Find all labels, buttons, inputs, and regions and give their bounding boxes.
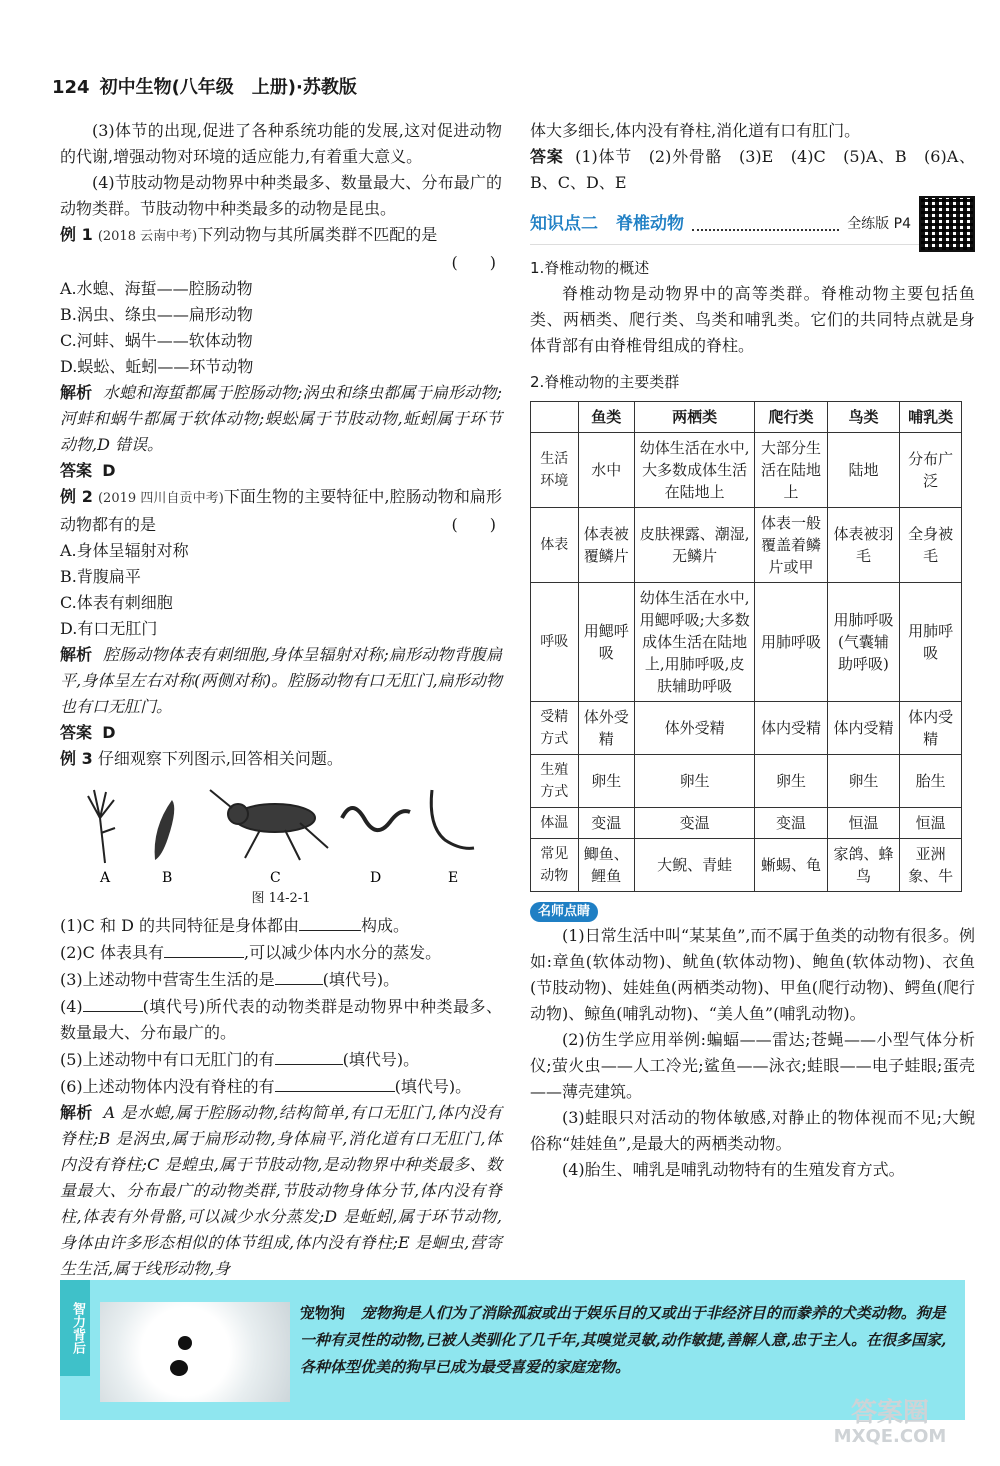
answer-blank[interactable] <box>275 1073 395 1092</box>
answer-label: 答案 <box>60 723 93 742</box>
question-text: (5)上述动物中有口无肛门的有 <box>60 1050 275 1069</box>
earthworm-drawing <box>342 808 410 830</box>
table-cell: 幼体生活在水中,用鳃呼吸;大多数成体生活在陆地上,用肺呼吸,皮肤辅助呼吸 <box>635 583 755 702</box>
example-2-analysis <box>60 642 502 720</box>
answer-blank[interactable] <box>275 966 323 985</box>
question-5 <box>60 1046 502 1073</box>
table-cell: 体表被覆鳞片 <box>578 508 634 583</box>
table-cell: 用肺呼吸 <box>900 583 962 702</box>
analysis-label: 解析 <box>60 645 93 664</box>
example-2-paren: ( ) <box>451 515 496 534</box>
analysis-text: A 是水螅,属于腔肠动物,结构简单,有口无肛门,体内没有脊柱;B 是涡虫,属于扁形动物,身体扁平,消化道有口无肛门,体内没有脊柱;C 是蝗虫,属于节肢动物,是动物界中种类最多、数量最大、分布最广的动物类群,节肢动物身体分节,体内没有脊柱,体表有外骨骼,可以减少水分蒸发;D 是蚯蚓,属于环节动物,身体由许多形态相似的体节组成,体内没有脊柱;E 是蛔虫,营寄生生活,属于线形动物,身 <box>60 1103 502 1278</box>
animal-drawings <box>60 778 502 886</box>
table-cell: 用肺呼吸(气囊辅助呼吸) <box>827 583 899 702</box>
example-3-stem <box>60 746 502 772</box>
table-cell: 体内受精 <box>900 702 962 755</box>
question-text: (4) <box>60 997 83 1016</box>
option: C.体表有刺细胞 <box>60 593 173 612</box>
qr-code-icon[interactable] <box>919 196 975 252</box>
pet-dog-title: 宠物狗 <box>300 1304 346 1322</box>
table-cell: 分布广泛 <box>900 433 962 508</box>
question-6 <box>60 1073 502 1100</box>
table-cell: 鲫鱼、鲤鱼 <box>578 839 634 892</box>
question-text: (填代号)。 <box>394 1077 472 1096</box>
analysis-label: 解析 <box>60 1103 93 1122</box>
example-1-stem <box>60 222 502 250</box>
section-1-heading: 1.脊椎动物的概述 <box>530 259 650 277</box>
pet-dog-description: 宠物狗是人们为了消除孤寂或出于娱乐目的又或出于非经济目的而豢养的犬类动物。狗是一种有灵性的动物,已被人类驯化了几千年,其嗅觉灵敏,动作敏捷,善解人意,忠于主人。在很多国家,各种体型优美的狗早已成为最受喜爱的家庭宠物。 <box>300 1304 947 1376</box>
column-header: 哺乳类 <box>900 402 962 433</box>
dog-nose <box>170 1360 188 1376</box>
table-cell: 用肺呼吸 <box>755 583 827 702</box>
answer-blank[interactable] <box>275 1046 343 1065</box>
row-header: 体表 <box>531 508 579 583</box>
question-3 <box>60 966 502 993</box>
knowledge-point-name: 脊椎动物 <box>616 214 684 234</box>
flatworm-drawing <box>155 800 175 860</box>
leader-dots <box>692 217 839 231</box>
dog-photo <box>100 1302 290 1402</box>
table-cell: 蜥蜴、龟 <box>755 839 827 892</box>
section-1-text: 脊椎动物是动物界中的高等类群。脊椎动物主要包括鱼类、两栖类、爬行类、鸟类和哺乳类。它们的共同特点就是身体背部有由脊椎骨组成的脊柱。 <box>530 284 975 355</box>
table-cell: 大部分生活在陆地上 <box>755 433 827 508</box>
exercise-reference: 全练版 P4 <box>847 216 911 232</box>
option: B.背腹扁平 <box>60 567 141 586</box>
table-cell: 体内受精 <box>755 702 827 755</box>
table-cell: 体外受精 <box>578 702 634 755</box>
teacher-tip-badge: 名师点睛 <box>530 902 598 922</box>
question-text: ,可以减少体内水分的蒸发。 <box>244 943 442 962</box>
example-3-label: 例 3 <box>60 749 93 768</box>
row-header: 生活环境 <box>531 433 579 508</box>
table-cell: 恒温 <box>900 808 962 839</box>
watermark <box>790 1400 990 1460</box>
figure-label: B <box>162 870 173 886</box>
table-row <box>531 583 962 702</box>
figure-label: A <box>100 870 111 886</box>
question-text: (1)C 和 D 的共同特征是身体都由 <box>60 916 299 935</box>
table-cell: 恒温 <box>827 808 899 839</box>
table-row <box>531 839 962 892</box>
table-cell: 水中 <box>578 433 634 508</box>
table-cell: 体表一般覆盖着鳞片或甲 <box>755 508 827 583</box>
column-header: 鱼类 <box>578 402 634 433</box>
example-2-answer <box>60 720 502 746</box>
option: C.河蚌、蜗牛——软体动物 <box>60 331 253 350</box>
table-cell: 体内受精 <box>827 702 899 755</box>
knowledge-point-number: 知识点二 <box>530 214 598 234</box>
table-row <box>531 508 962 583</box>
table-cell: 全身被毛 <box>900 508 962 583</box>
question-4 <box>60 993 502 1046</box>
table-row <box>531 808 962 839</box>
table-cell: 体外受精 <box>635 702 755 755</box>
example-2-label: 例 2 <box>60 487 93 506</box>
page-header <box>52 70 472 106</box>
table-cell: 变温 <box>755 808 827 839</box>
question-text: (填代号)所代表的动物类群是动物界中种类最多、数量最大、分布最广的。 <box>60 997 502 1042</box>
option: D.有口无肛门 <box>60 619 158 638</box>
analysis-continued: 体大多细长,体内没有脊柱,消化道有口有肛门。 <box>530 121 861 140</box>
table-cell: 胎生 <box>900 755 962 808</box>
column-header: 爬行类 <box>755 402 827 433</box>
animal-figure <box>60 778 502 886</box>
tip-4: (4)胎生、哺乳是哺乳动物特有的生殖发育方式。 <box>562 1160 905 1179</box>
hydra-drawing <box>88 790 115 863</box>
answer-blank[interactable] <box>164 939 244 958</box>
page-number: 124 <box>52 77 90 98</box>
answer-value: D <box>102 723 116 742</box>
left-column <box>60 118 502 1282</box>
option: A.身体呈辐射对称 <box>60 541 189 560</box>
knowledge-point-header <box>530 204 975 245</box>
table-cell: 用鳃呼吸 <box>578 583 634 702</box>
example-1-source: (2018 云南中考) <box>97 229 198 244</box>
table-cell: 变温 <box>635 808 755 839</box>
table-cell: 卵生 <box>578 755 634 808</box>
table-cell: 幼体生活在水中,大多数成体生活在陆地上 <box>635 433 755 508</box>
question-text: (6)上述动物体内没有脊柱的有 <box>60 1077 275 1096</box>
column-header <box>531 402 579 433</box>
figure-label: D <box>370 870 382 886</box>
answer-label: 答案 <box>60 461 93 480</box>
table-cell: 体表被羽毛 <box>827 508 899 583</box>
example-1-paren: ( ) <box>451 253 496 272</box>
example-2-source: (2019 四川自贡中考) <box>97 491 224 506</box>
grasshopper-drawing <box>210 790 328 860</box>
answer-blank[interactable] <box>299 912 361 931</box>
tip-1: (1)日常生活中叫“某某鱼”,而不属于鱼类的动物有很多。例如:章鱼(软体动物)、鱿鱼(软体动物)、鲍鱼(软体动物)、衣鱼(节肢动物)、娃娃鱼(两栖类动物)、甲鱼(爬行动物)、鳄鱼(爬行动物)、鲸鱼(哺乳动物)、“美人鱼”(哺乳动物)。 <box>530 926 975 1023</box>
table-row <box>531 702 962 755</box>
row-header: 生殖方式 <box>531 755 579 808</box>
row-header: 受精方式 <box>531 702 579 755</box>
table-cell: 卵生 <box>635 755 755 808</box>
example-3-answer <box>530 144 975 196</box>
figure-caption: 图 14-2-1 <box>251 891 311 906</box>
table-cell: 变温 <box>578 808 634 839</box>
example-1-label: 例 1 <box>60 225 93 244</box>
example-3-question: 仔细观察下列图示,回答相关问题。 <box>97 749 343 768</box>
example-1-question: 下列动物与其所属类群不匹配的是 <box>197 225 438 244</box>
example-1-analysis <box>60 380 502 458</box>
column-header: 两栖类 <box>635 402 755 433</box>
figure-label: E <box>448 870 459 886</box>
table-cell: 皮肤裸露、潮湿,无鳞片 <box>635 508 755 583</box>
row-header: 体温 <box>531 808 579 839</box>
question-text: (填代号)。 <box>342 1050 420 1069</box>
extension-tab: 智力背后 <box>60 1280 90 1376</box>
tip-3: (3)蛙眼只对活动的物体敏感,对静止的物体视而不见;大鲵俗称“娃娃鱼”,是最大的两栖类动物。 <box>530 1108 975 1153</box>
table-cell: 家鸽、蜂鸟 <box>827 839 899 892</box>
tip-2: (2)仿生学应用举例:蝙蝠——雷达;苍蝇——小型气体分析仪;萤火虫——人工冷光;鲨鱼——泳衣;蛙眼——电子蛙眼;蛋壳——薄壳建筑。 <box>530 1030 975 1101</box>
table-cell: 大鲵、青蛙 <box>635 839 755 892</box>
answer-blank[interactable] <box>83 993 143 1012</box>
table-cell: 亚洲象、牛 <box>900 839 962 892</box>
option: D.蜈蚣、蚯蚓——环节动物 <box>60 357 254 376</box>
option: A.水螅、海蜇——腔肠动物 <box>60 279 253 298</box>
section-2-heading: 2.脊椎动物的主要类群 <box>530 373 680 391</box>
table-row <box>531 433 962 508</box>
analysis-text: 水螅和海蜇都属于腔肠动物;涡虫和绦虫都属于扁形动物;河蚌和蜗牛都属于软体动物;蜈蚣属于节肢动物,蚯蚓属于环节动物,D 错误。 <box>60 383 502 454</box>
column-header: 鸟类 <box>827 402 899 433</box>
table-cell: 卵生 <box>827 755 899 808</box>
dog-eye <box>178 1336 192 1350</box>
row-header: 呼吸 <box>531 583 579 702</box>
paragraph-4: (4)节肢动物是动物界中种类最多、数量最大、分布最广的动物类群。节肢动物中种类最多的动物是昆虫。 <box>60 173 502 218</box>
question-text: 构成。 <box>361 916 410 935</box>
answer-value: (1)体节 (2)外骨骼 (3)E (4)C (5)A、B (6)A、B、C、D、E <box>530 147 975 192</box>
question-text: (填代号)。 <box>322 970 400 989</box>
table-header-row <box>531 402 962 433</box>
table-cell: 陆地 <box>827 433 899 508</box>
table-row <box>531 755 962 808</box>
example-1-answer <box>60 458 502 484</box>
pet-dog-text <box>300 1300 950 1381</box>
example-2-question: 下面生物的主要特征中,腔肠动物和扁形动物都有的是 <box>60 487 502 534</box>
watermark-url: MXQE.COM <box>833 1426 947 1447</box>
question-1 <box>60 912 502 939</box>
question-2 <box>60 939 502 966</box>
right-column <box>530 118 975 1183</box>
watermark-main: 答案圈 <box>850 1398 929 1428</box>
vertebrate-table <box>530 401 962 892</box>
answer-label: 答案 <box>530 147 564 166</box>
answer-value: D <box>102 461 116 480</box>
book-title: 初中生物(八年级 上册)·苏教版 <box>99 77 357 98</box>
table-cell: 卵生 <box>755 755 827 808</box>
analysis-text: 腔肠动物体表有刺细胞,身体呈辐射对称;扁形动物背腹扁平,身体呈左右对称(两侧对称)。腔肠动物有口无肛门,扁形动物也有口无肛门。 <box>60 645 502 716</box>
roundworm-drawing <box>431 790 474 848</box>
figure-label: C <box>270 870 281 886</box>
question-text: (2)C 体表具有 <box>60 943 164 962</box>
analysis-label: 解析 <box>60 383 93 402</box>
row-header: 常见动物 <box>531 839 579 892</box>
question-text: (3)上述动物中营寄生生活的是 <box>60 970 275 989</box>
example-3-analysis <box>60 1100 502 1282</box>
option: B.涡虫、绦虫——扁形动物 <box>60 305 253 324</box>
paragraph-3: (3)体节的出现,促进了各种系统功能的发展,这对促进动物的代谢,增强动物对环境的适应能力,有着重大意义。 <box>60 121 502 166</box>
